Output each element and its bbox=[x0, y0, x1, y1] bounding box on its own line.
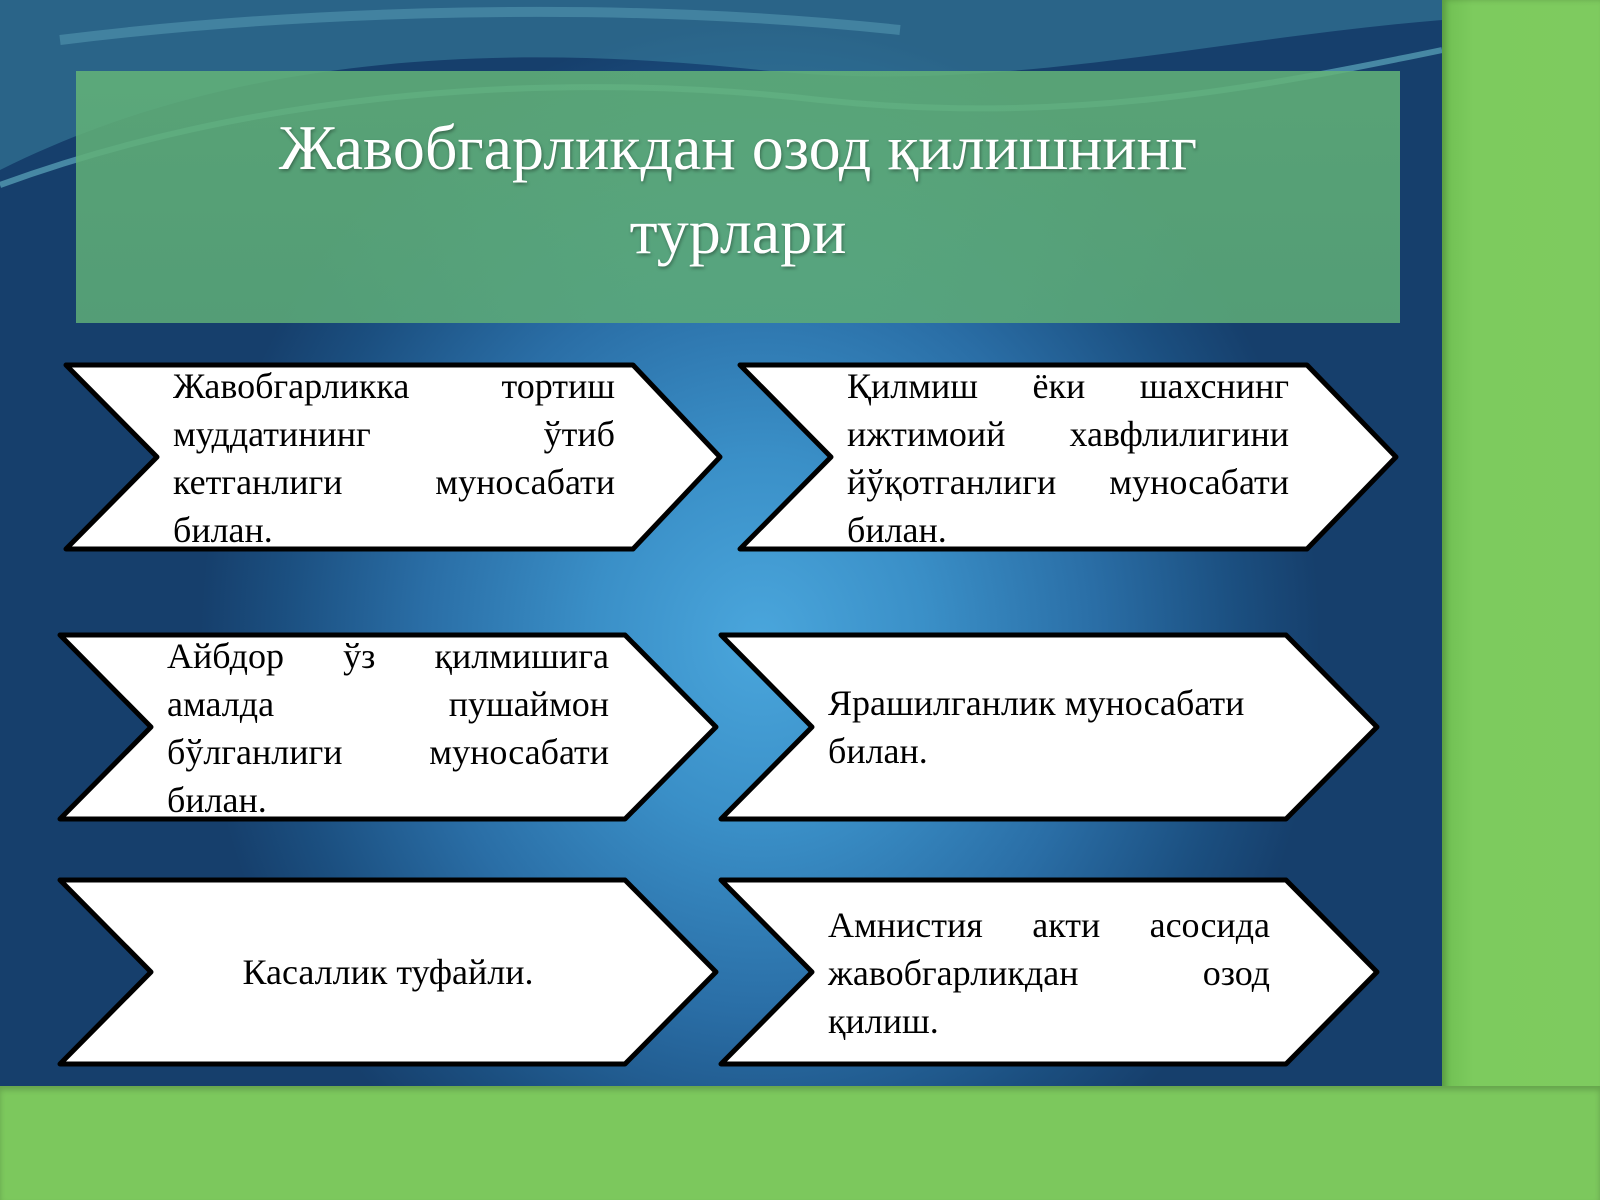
chevron-item-1-text: Жавобгарликка тортиш муддатининг ўтиб кетганлиги муносабати билан. bbox=[173, 366, 615, 550]
chevron-item-5 bbox=[57, 877, 719, 1067]
chevron-item-6-text: Амнистия акти асосида жавобгарликдан озод қилиш. bbox=[828, 905, 1270, 1041]
chevron-item-5-text: Касаллик туфайли. bbox=[242, 952, 534, 992]
chevron-item-2 bbox=[737, 362, 1399, 552]
right-accent-bar bbox=[1442, 0, 1600, 1200]
chevron-item-3-text: Айбдор ўз қилмишига амалда пушаймон бўлганлиги муносабати билан. bbox=[167, 636, 609, 820]
chevron-item-4 bbox=[718, 632, 1380, 822]
chevron-item-1 bbox=[63, 362, 723, 552]
chevron-item-2-text: Қилмиш ёки шахснинг ижтимоий хавфлилигини йўқотганлиги муносабати билан. bbox=[847, 366, 1289, 550]
chevron-item-3 bbox=[57, 632, 719, 822]
bottom-accent-bar bbox=[0, 1086, 1600, 1200]
chevron-item-4-text: Ярашилганлик муносабати билан. bbox=[828, 683, 1245, 771]
slide-title: Жавобгарликдан озод қилишнинг турлари bbox=[278, 112, 1198, 267]
chevron-item-6 bbox=[718, 877, 1380, 1067]
title-panel bbox=[76, 71, 1400, 323]
